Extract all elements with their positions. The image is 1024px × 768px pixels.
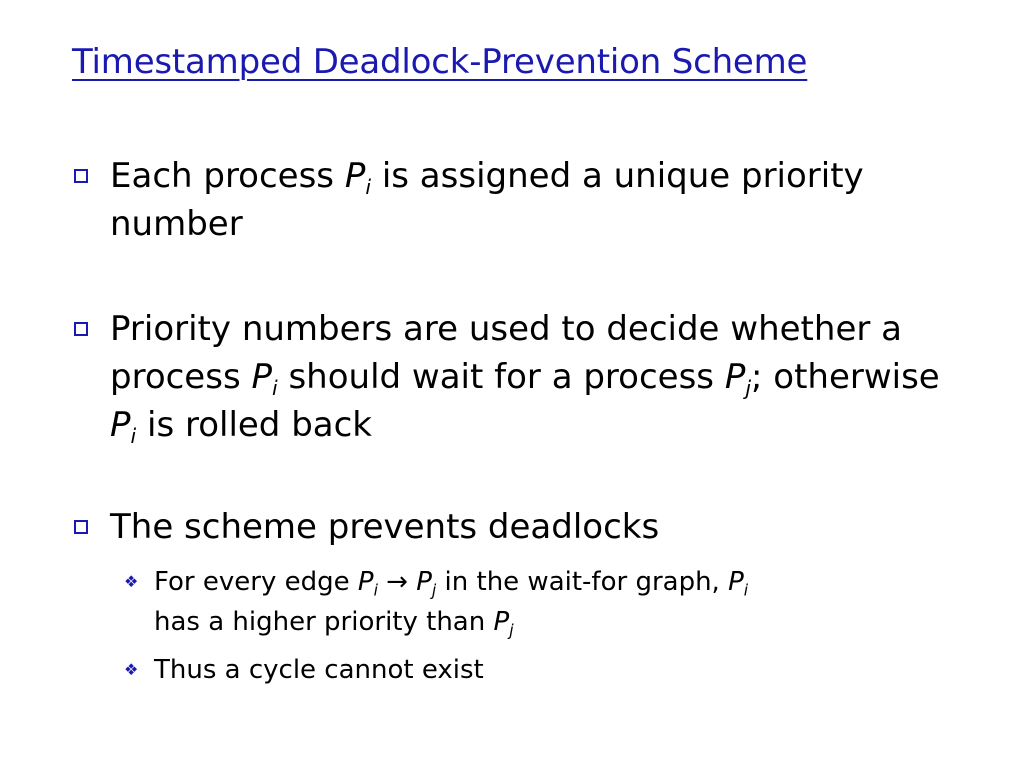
bullet-1-text: Each process $P_i$ is assigned a unique priority number [110,156,864,244]
bullet-1 [74,152,954,248]
bullet-2-text: Priority numbers are used to decide whether a process $P_i$ should wait for a process $P_j$; otherwise $P_i$ is rolled back [110,309,940,449]
slide-title: Timestamped Deadlock-Prevention Scheme [72,42,808,82]
diamond-bullet-icon: ❖ [124,660,139,679]
square-bullet-icon [74,322,88,336]
sub-bullet-2 [124,650,924,690]
square-bullet-icon [74,520,88,534]
sub-bullet-2-text: Thus a cycle cannot exist [154,655,484,685]
sub-bullet-1-text: For every edge $P_i \to P_j$ in the wait-for graph, $P_i$ has a higher priority than $P_j$ [154,567,749,640]
bullet-3-text: The scheme prevents deadlocks [110,507,660,547]
diamond-bullet-icon: ❖ [124,572,139,591]
bullet-2 [74,305,954,449]
bullet-3 [74,503,954,551]
sub-bullet-1 [124,562,924,642]
square-bullet-icon [74,169,88,183]
